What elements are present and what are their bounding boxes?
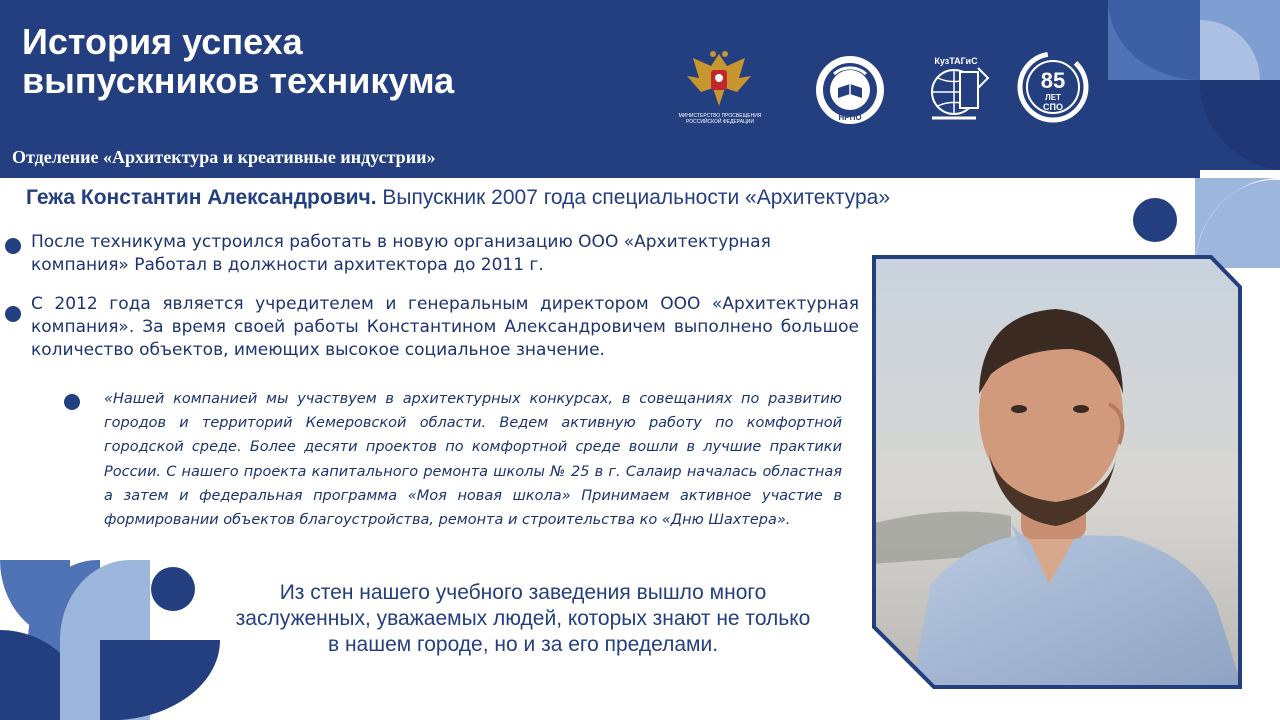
closing-line-3: в нашем городе, но и за его пределами. — [327, 633, 719, 656]
title-line-1: История успеха — [22, 21, 303, 62]
closing-line-2: заслуженных, уважаемых людей, которых знают не только — [235, 607, 811, 630]
career-paragraph-1: После техникума устроился работать в новую организацию ООО «Архитектурная компания» Работал в должности архитектора до 2011 г. — [31, 232, 771, 275]
department-subtitle: Отделение «Архитектура и креативные индустрии» — [12, 147, 436, 167]
ministry-caption: МИНИСТЕРСТВО ПРОСВЕЩЕНИЯ РОССИЙСКОЙ ФЕДЕРАЦИИ — [678, 113, 762, 125]
graduate-quote: «Нашей компанией мы участвуем в архитектурных конкурсах, в совещаниях по развитию городов и территорий Кемеровской области. Ведем активную работу по комфортной городской среде. Более десяти проектов по комфортной среде вошли в лучшие практики России. С нашего проекта капитального ремонта школы № 25 в г. Салаир началась областная а затем и федеральная программа «Моя новая школа» Принимаем активное участие в формировании объектов благоустройства, ремонта и строительства ко «Дню Шахтера». — [104, 391, 842, 529]
anniversary-85-logo-icon — [1016, 50, 1090, 124]
npo-label: НРПО — [838, 113, 862, 122]
npo-logo-icon — [814, 54, 886, 126]
graduate-name: Гежа Константин Александрович. — [26, 186, 377, 209]
closing-statement — [188, 580, 858, 658]
title-line-2: выпускников техникума — [22, 60, 455, 101]
graduate-description: Выпускник 2007 года специальности «Архитектура» — [376, 186, 891, 209]
kuztagis-logo-icon — [926, 52, 996, 124]
graduate-heading — [26, 186, 890, 210]
closing-line-1: Из стен нашего учебного заведения вышло много — [279, 581, 767, 604]
graduate-photo — [871, 254, 1243, 690]
kuztagis-label: КузТАГиС — [934, 56, 978, 66]
anniversary-number: 85 — [1040, 68, 1066, 93]
bullet-icon — [64, 394, 80, 410]
page-title — [22, 22, 454, 100]
bullet-icon — [5, 306, 21, 322]
bullet-icon — [5, 238, 21, 254]
career-paragraph-2: С 2012 года является учредителем и генеральным директором ООО «Архитектурная компания». За время своей работы Константином Александровичем выполнено большое количество объектов, имеющих высокое социальное значение. — [31, 294, 859, 360]
ministry-emblem-icon — [683, 48, 755, 112]
anniversary-word: ЛЕТ — [1045, 93, 1061, 102]
anniversary-spo: СПО — [1043, 102, 1063, 112]
